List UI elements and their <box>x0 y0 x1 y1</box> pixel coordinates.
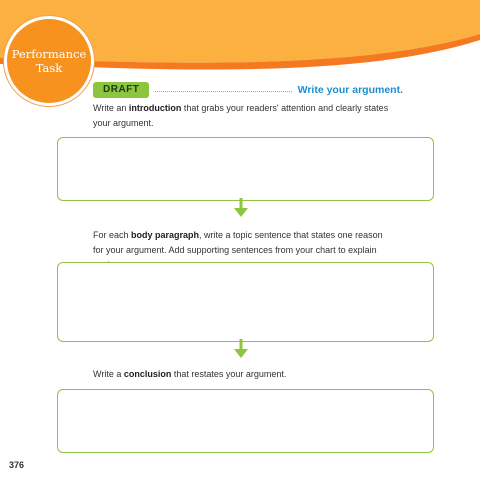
prompt-text: Write an <box>93 103 129 113</box>
badge-line-2: Task <box>35 61 63 75</box>
prompt-keyword: conclusion <box>123 369 172 379</box>
down-arrow-icon <box>234 198 248 218</box>
badge-line-1: Performance <box>11 47 87 61</box>
prompt-text: , write a topic sentence that states one reason for your argument. Add supporting sentences from your chart to explain <box>93 230 383 255</box>
draft-header <box>93 82 403 98</box>
conclusion-prompt <box>93 367 393 382</box>
draft-tag: DRAFT <box>93 82 149 98</box>
introduction-prompt <box>93 101 393 131</box>
prompt-keyword: introduction <box>128 103 182 113</box>
prompt-text: that restates your argument. <box>171 369 287 379</box>
body-paragraph-writing-box[interactable] <box>57 262 434 342</box>
prompt-text: For each <box>93 230 132 240</box>
dotted-leader <box>155 91 291 92</box>
draft-instruction: Write your argument. <box>297 84 403 96</box>
prompt-text: that grabs your readers' attention and clearly states your argument. <box>93 103 389 128</box>
prompt-text: Write a <box>93 369 124 379</box>
performance-task-badge <box>4 16 94 106</box>
conclusion-writing-box[interactable] <box>57 389 434 453</box>
page-number: 376 <box>9 460 25 470</box>
introduction-writing-box[interactable] <box>57 137 434 201</box>
prompt-keyword: body paragraph <box>131 230 200 240</box>
down-arrow-icon <box>234 339 248 359</box>
